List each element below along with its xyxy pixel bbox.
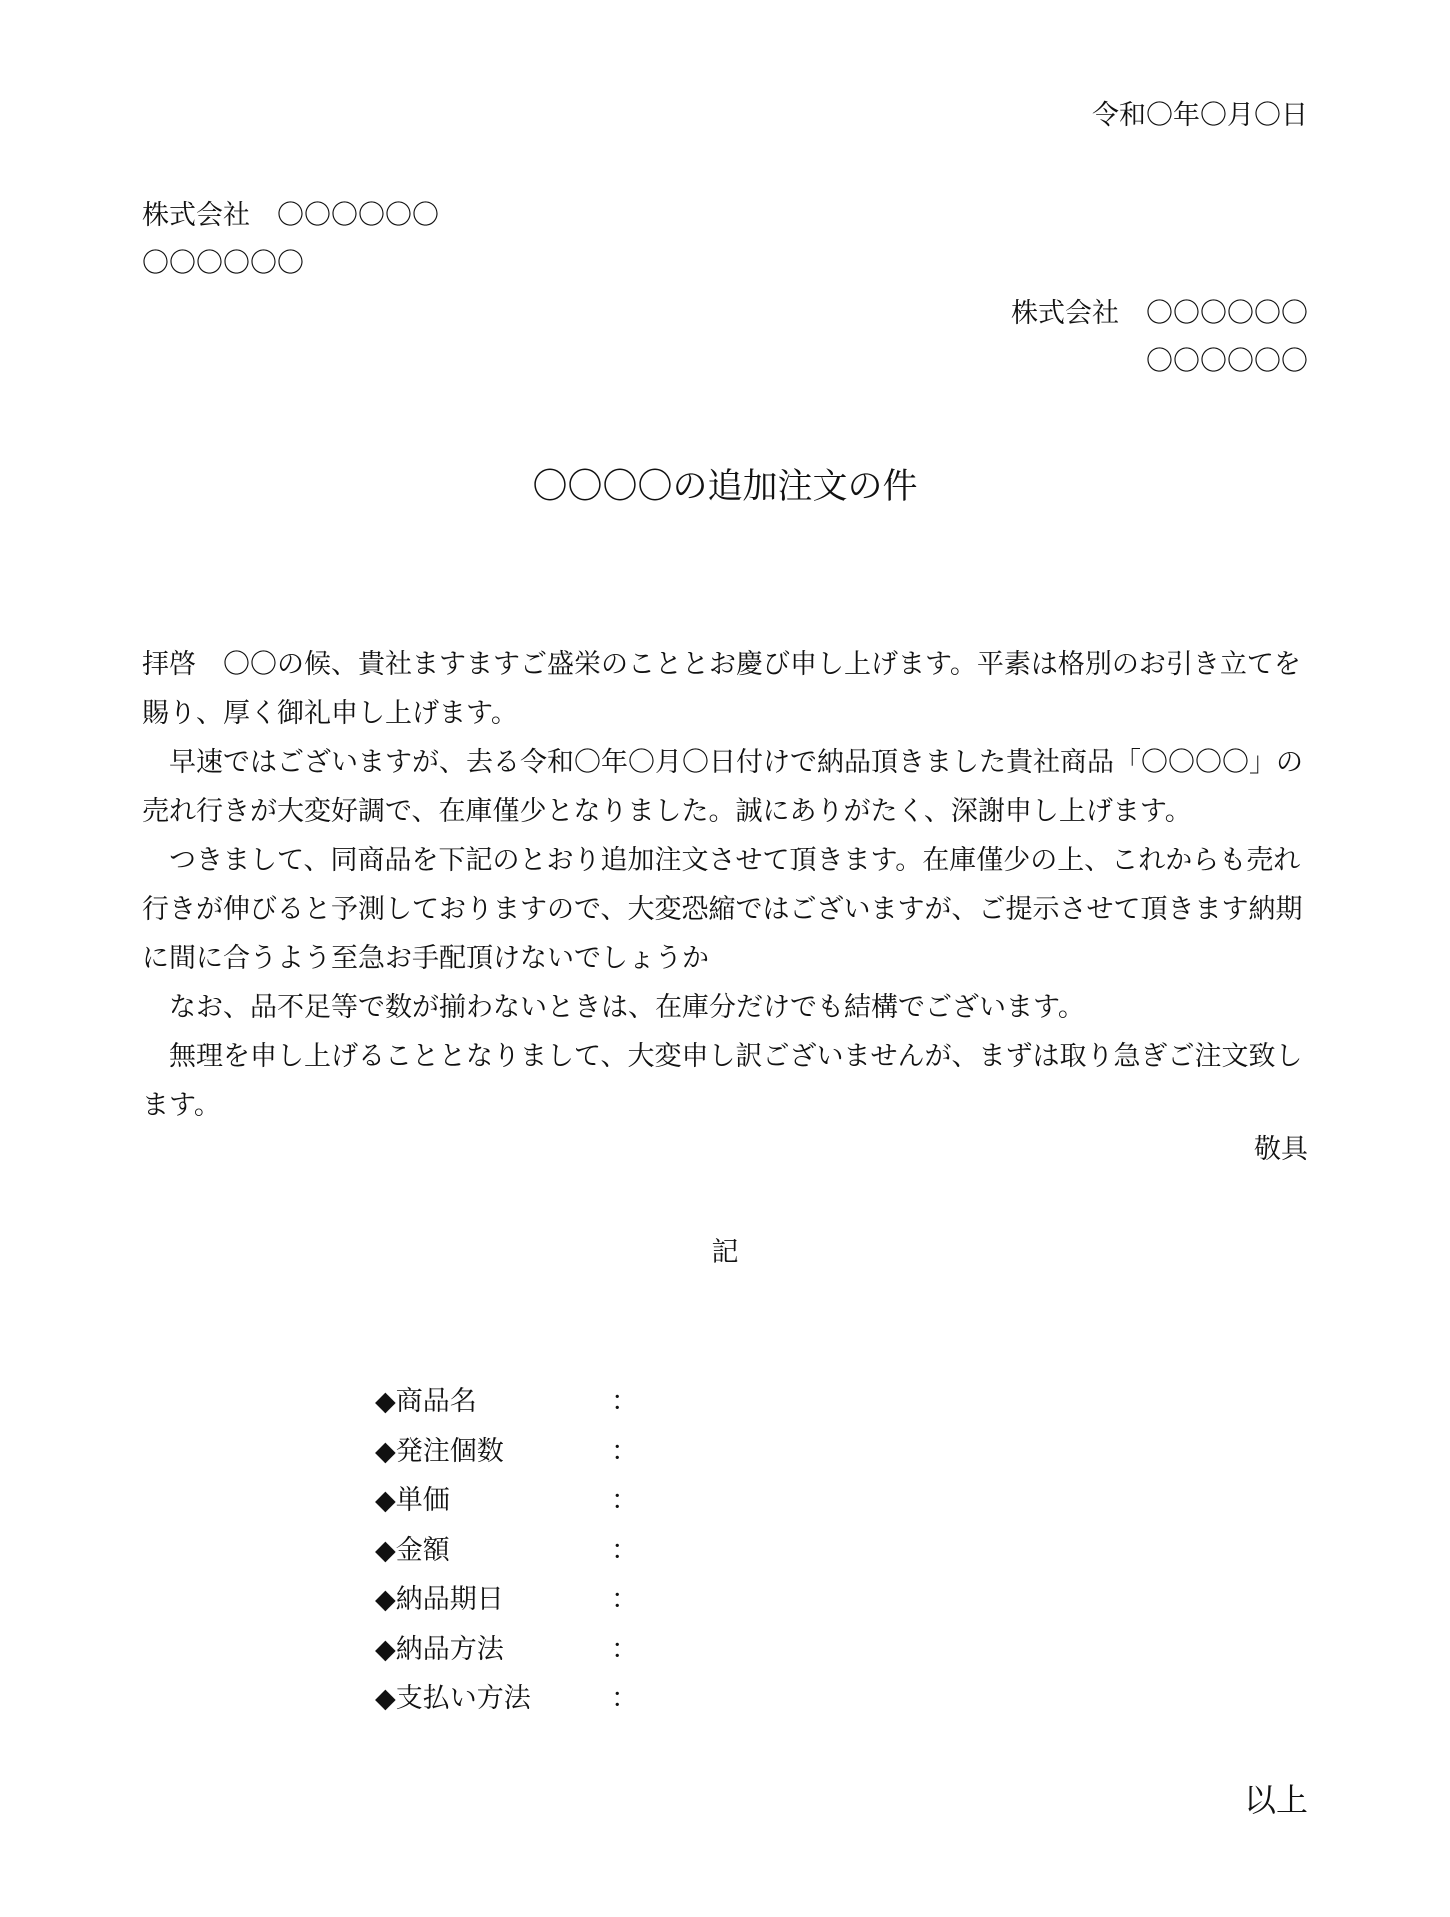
order-item-colon: ：	[611, 1633, 638, 1665]
order-item-label: ◆納品方法	[375, 1633, 504, 1665]
order-item-colon: ：	[611, 1534, 638, 1566]
closing-keigu: 敬具	[1254, 1134, 1308, 1165]
recipient-company: 株式会社 〇〇〇〇〇〇	[142, 200, 439, 231]
closing-ijo: 以上	[1243, 1781, 1308, 1819]
body-paragraph-greeting: 拝啓 〇〇の候、貴社ますますご盛栄のこととお慶び申し上げます。平素は格別のお引き立てを賜り、厚く御礼申し上げます。	[142, 649, 1301, 729]
letter-body	[142, 640, 1312, 1130]
sender-name: 〇〇〇〇〇〇	[1146, 346, 1308, 377]
order-item-label: ◆支払い方法	[375, 1683, 531, 1714]
order-item-label: ◆金額	[375, 1534, 450, 1566]
ki-heading: 記	[711, 1237, 739, 1268]
order-item-label: ◆納品期日	[375, 1584, 504, 1615]
body-paragraph-order: つきまして、同商品を下記のとおり追加注文させて頂きます。在庫僅少の上、これからも売れ行きが伸びると予測しておりますので、大変恐縮ではございますが、ご提示させて頂きます納期に間に合うよう至急お手配頂けないでしょうか	[142, 845, 1303, 974]
body-paragraph-apology: 無理を申し上げることとなりまして、大変申し訳ございませんが、まずは取り急ぎご注文致します。	[142, 1041, 1303, 1121]
sender-company: 株式会社 〇〇〇〇〇〇	[1011, 298, 1308, 329]
order-item-label: ◆商品名	[375, 1386, 477, 1417]
order-item-colon: ：	[611, 1435, 638, 1467]
order-item-colon: ：	[611, 1683, 638, 1714]
order-item-colon: ：	[611, 1584, 638, 1615]
order-item-colon: ：	[611, 1386, 638, 1417]
order-item-colon: ：	[611, 1485, 638, 1516]
document-title: 〇〇〇〇の追加注文の件	[532, 467, 918, 507]
document-date: 令和〇年〇月〇日	[1092, 100, 1308, 131]
body-paragraph-shortage: なお、品不足等で数が揃わないときは、在庫分だけでも結構でございます。	[169, 992, 1085, 1023]
order-item-label: ◆発注個数	[375, 1435, 504, 1467]
recipient-name: 〇〇〇〇〇〇	[142, 248, 304, 279]
body-paragraph-thanks: 早速ではございますが、去る令和〇年〇月〇日付けで納品頂きました貴社商品「〇〇〇〇」の売れ行きが大変好調で、在庫僅少となりました。誠にありがたく、深謝申し上げます。	[142, 747, 1303, 827]
order-item-label: ◆単価	[375, 1485, 450, 1516]
